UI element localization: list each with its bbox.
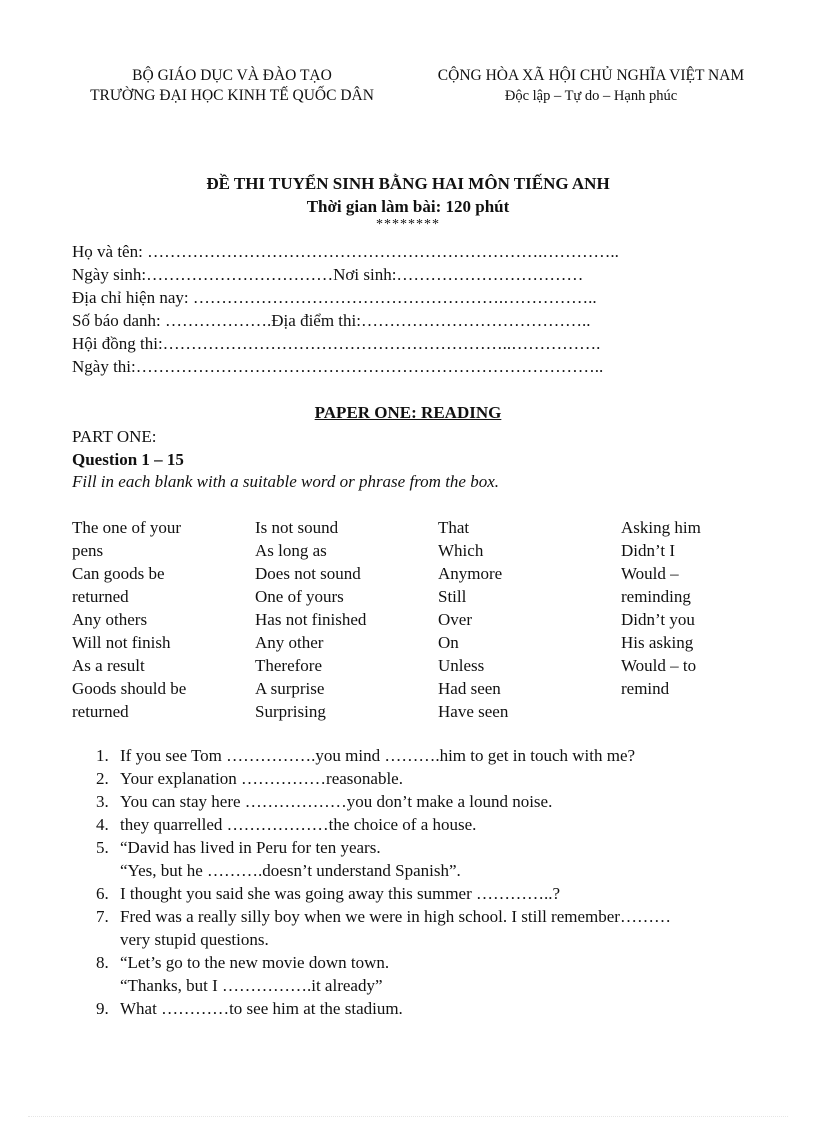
word-item: Didn’t you (621, 610, 695, 629)
question-item (96, 813, 756, 836)
word-item: Unless (438, 656, 485, 675)
question-item (96, 997, 756, 1020)
word-item: As long as (255, 541, 327, 560)
word-item: Has not finished (255, 610, 367, 629)
exam-title: ĐỀ THI TUYỂN SINH BẰNG HAI MÔN TIẾNG ANH (206, 174, 610, 193)
word-item: That (438, 518, 470, 537)
question-item (96, 951, 756, 997)
word-item: Therefore (255, 656, 323, 675)
word-item: On (438, 633, 459, 652)
part-label: PART ONE: (72, 427, 157, 446)
word-item: Which (438, 541, 484, 560)
question-text: Your explanation ……………reasonable. (120, 769, 403, 788)
word-item: returned (72, 587, 129, 606)
ministry-name: BỘ GIÁO DỤC VÀ ĐÀO TẠO (132, 67, 332, 84)
field-exam-council: Hội đồng thi:……………………………………………………..……………. (72, 334, 601, 353)
question-text: Fred was a really silly boy when we were in high school. I still remember……… (120, 907, 671, 926)
question-text: “David has lived in Peru for ten years. (120, 838, 381, 857)
national-motto: Độc lập – Tự do – Hạnh phúc (504, 88, 678, 104)
word-item: Anymore (438, 564, 503, 583)
word-item: As a result (72, 656, 145, 675)
word-item: Can goods be (72, 564, 165, 583)
word-item: returned (72, 702, 129, 721)
word-column-2 (255, 516, 430, 723)
question-number: 9. (96, 999, 109, 1018)
word-item: reminding (621, 587, 691, 606)
question-text-cont: “Yes, but he ……….doesn’t understand Spanish”. (120, 861, 461, 880)
word-item: Goods should be (72, 679, 187, 698)
word-item: Would – to (621, 656, 697, 675)
word-column-4 (621, 516, 741, 700)
field-full-name: Họ và tên: …………………………………………………………….………….. (72, 242, 619, 261)
word-item: His asking (621, 633, 694, 652)
section-title: PAPER ONE: READING (314, 403, 502, 422)
question-item (96, 836, 756, 882)
page-bottom-rule (28, 1116, 788, 1117)
word-item: Does not sound (255, 564, 361, 583)
field-exam-date: Ngày thi:……………………………………………………………………….. (72, 357, 604, 376)
question-text: they quarrelled ………………the choice of a house. (120, 815, 477, 834)
field-candidate-number: Số báo danh: ……………….Địa điểm thi:………………………………….. (72, 311, 591, 330)
question-text-cont: very stupid questions. (120, 930, 269, 949)
question-item (96, 905, 756, 951)
country-name: CỘNG HÒA XÃ HỘI CHỦ NGHĨA VIỆT NAM (437, 67, 745, 84)
question-number: 3. (96, 792, 109, 811)
word-item: Any other (255, 633, 324, 652)
word-item: Over (438, 610, 472, 629)
word-item: One of yours (255, 587, 344, 606)
word-item: pens (72, 541, 104, 560)
question-number: 6. (96, 884, 109, 903)
word-item: Will not finish (72, 633, 171, 652)
question-number: 1. (96, 746, 109, 765)
question-number: 4. (96, 815, 109, 834)
word-item: Any others (72, 610, 148, 629)
field-address: Địa chỉ hiện nay: ……………………………………………….…………….. (72, 288, 597, 307)
question-text: You can stay here ………………you don’t make a lound noise. (120, 792, 553, 811)
question-item (96, 790, 756, 813)
candidate-info-form (72, 240, 692, 378)
question-text: If you see Tom …………….you mind ……….him to get in touch with me? (120, 746, 636, 765)
word-item: Asking him (621, 518, 701, 537)
question-text: “Let’s go to the new movie down town. (120, 953, 390, 972)
question-number: 5. (96, 838, 109, 857)
national-header (418, 66, 764, 106)
question-text-cont: “Thanks, but I …………….it already” (120, 976, 383, 995)
question-range: Question 1 – 15 (72, 450, 184, 469)
word-item: Surprising (255, 702, 326, 721)
question-item (96, 767, 756, 790)
question-item (96, 744, 756, 767)
word-item: Still (438, 587, 467, 606)
word-item: Had seen (438, 679, 501, 698)
question-list (96, 744, 756, 1020)
word-column-1 (72, 516, 247, 723)
question-number: 2. (96, 769, 109, 788)
title-separator: ******** (376, 217, 440, 232)
word-item: Would – (621, 564, 679, 583)
university-name: TRƯỜNG ĐẠI HỌC KINH TẾ QUỐC DÂN (90, 87, 374, 104)
word-item: A surprise (255, 679, 325, 698)
word-item: Have seen (438, 702, 509, 721)
question-text: What …………to see him at the stadium. (120, 999, 403, 1018)
instruction: Fill in each blank with a suitable word or phrase from the box. (72, 472, 500, 491)
ministry-header (62, 66, 402, 106)
word-item: Didn’t I (621, 541, 675, 560)
word-item: The one of your (72, 518, 182, 537)
question-item (96, 882, 756, 905)
field-birth: Ngày sinh:……………………………Nơi sinh:…………………………… (72, 265, 584, 284)
question-text: I thought you said she was going away this summer …………..? (120, 884, 561, 903)
question-number: 7. (96, 907, 109, 926)
word-column-3 (438, 516, 613, 723)
question-number: 8. (96, 953, 109, 972)
word-item: Is not sound (255, 518, 339, 537)
word-item: remind (621, 679, 670, 698)
exam-duration: Thời gian làm bài: 120 phút (306, 197, 510, 216)
